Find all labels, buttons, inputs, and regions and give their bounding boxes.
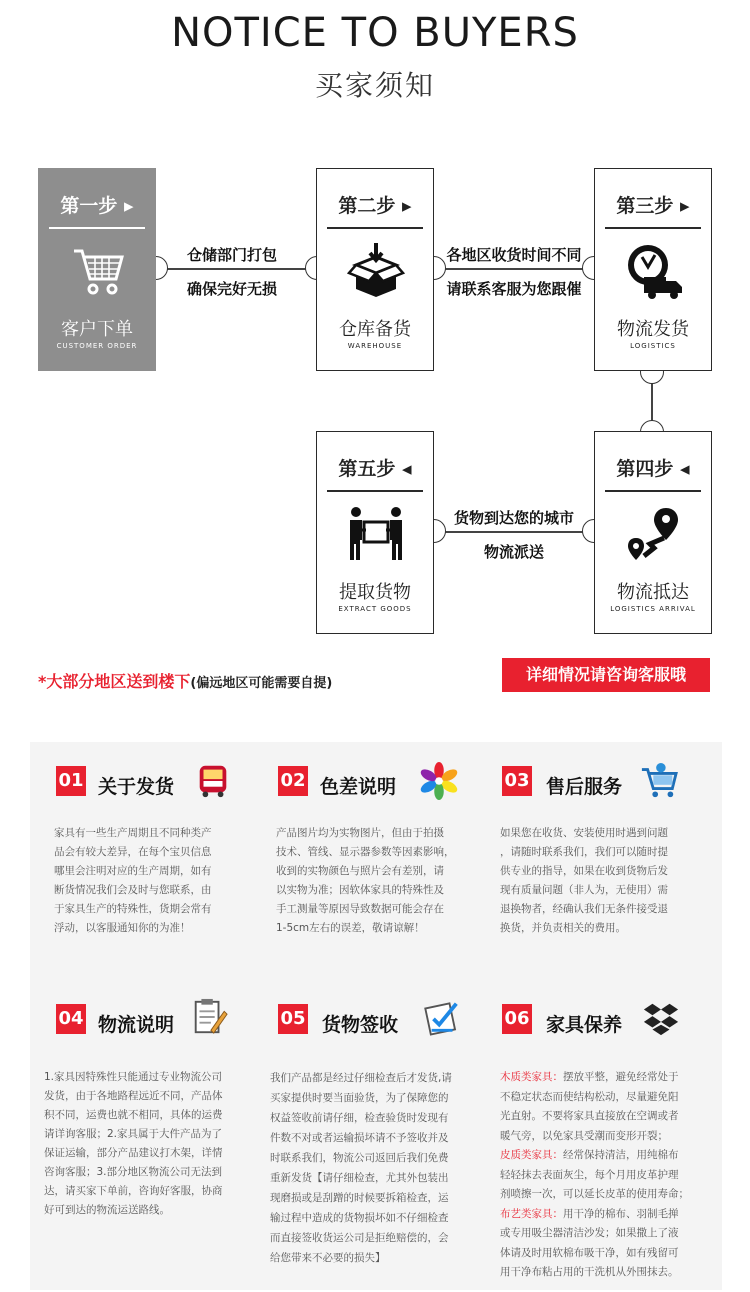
step-name: 第二步 ▸	[338, 195, 412, 217]
section-number: 01	[56, 766, 86, 796]
delivery-truck-icon	[194, 762, 232, 800]
delivery-note-main: *大部分地区送到楼下	[38, 672, 191, 691]
connector-line-2-3	[434, 268, 594, 270]
section-body: 如果您在收货、安装使用时遇到问题 ，请随时联系我们，我们可以随时提 供专业的指导，如果在收到货物后发 现有质量问题（非人为，无使用）需 退换物者，经确认我们无条件接受退 换货，并负责相关的费用。	[500, 827, 668, 934]
step-2	[316, 168, 434, 371]
carry-box-icon	[346, 504, 406, 564]
connector-text: 货物到达您的城市	[453, 509, 574, 527]
step-label: 物流发货	[617, 319, 689, 340]
color-wheel-icon	[420, 762, 458, 800]
title-cn: 买家须知	[314, 69, 435, 102]
consult-badge: 详细情况请咨询客服哦	[502, 658, 710, 692]
clipboard-pen-icon	[190, 998, 228, 1036]
section-body: 家具有一些生产周期且不同种类产 品会有较大差异，在每个宝贝信息 哪里会注明对应的生产周期，如有 断货情况我们会及时与您联系，由 于家具生产的特殊性，货期会常有 浮动，以客服通知你的为准！	[54, 827, 212, 934]
section-number: 04	[56, 1004, 86, 1034]
section-number: 06	[502, 1004, 532, 1034]
info-panel	[30, 742, 722, 1290]
divider	[327, 227, 423, 229]
box-icon	[346, 241, 406, 301]
connector-line-4-5	[434, 531, 594, 533]
divider	[49, 227, 145, 229]
cart-icon	[68, 241, 128, 301]
step-label: 提取货物	[339, 582, 411, 603]
section-title: 家具保养	[546, 1014, 623, 1036]
step-1	[38, 168, 156, 371]
connector-text: 物流派送	[483, 543, 544, 561]
section-number: 02	[278, 766, 308, 796]
step-3	[594, 168, 712, 371]
step-name: 第四步 ◂	[616, 458, 690, 480]
truck-clock-icon	[624, 241, 684, 301]
dropbox-icon	[642, 1000, 680, 1038]
title-en: NOTICE TO BUYERS	[171, 10, 579, 56]
step-name: 第一步 ▸	[60, 195, 134, 217]
step-4	[594, 431, 712, 634]
checklist-icon	[424, 998, 462, 1036]
section-title: 货物签收	[322, 1014, 399, 1036]
service-cart-icon	[640, 762, 678, 800]
delivery-note	[38, 669, 332, 692]
section-title: 售后服务	[546, 776, 623, 798]
connector-text: 各地区收货时间不同	[446, 246, 582, 264]
section-number: 03	[502, 766, 532, 796]
delivery-note-small: (偏远地区可能需要自提)	[190, 676, 333, 691]
step-label: 仓库备货	[339, 319, 411, 340]
step-label-en: LOGISTICS	[630, 342, 676, 350]
section-title: 物流说明	[98, 1014, 175, 1036]
step-5	[316, 431, 434, 634]
divider	[605, 490, 701, 492]
connector-text: 确保完好无损	[186, 280, 277, 298]
step-name: 第三步 ▸	[616, 195, 690, 217]
step-label: 物流抵达	[617, 582, 689, 603]
section-number: 05	[278, 1004, 308, 1034]
step-label-en: WAREHOUSE	[347, 342, 403, 350]
divider	[605, 227, 701, 229]
location-pin-icon	[624, 504, 684, 564]
section-body: 我们产品都是经过仔细检查后才发货,请 买家提供时要当面验货，为了保障您的 权益签收前请仔细，检查验货时发现有 件数不对或者运输损坏请不予签收并及 时联系我们，物流公司返回后我们免费 重新发货【请仔细检查，尤其外包装出 现磨损或是刮蹭的时候要拆箱检查，运 输过程中造成的货物损坏如不仔细检查 而直接签收货运公司是拒绝赔偿的，会 给您带来不必要的损失】	[270, 1072, 452, 1264]
step-name: 第五步 ◂	[338, 458, 412, 480]
connector-text: 请联系客服为您跟催	[446, 280, 582, 298]
section-title: 色差说明	[320, 776, 397, 798]
connector-line-1-2	[156, 268, 316, 270]
step-label-en: CUSTOMER ORDER	[56, 342, 138, 350]
divider	[327, 490, 423, 492]
step-label-en: EXTRACT GOODS	[338, 605, 412, 613]
section-body: 1.家具因特殊性只能通过专业物流公司 发货，由于各地路程远近不同，产品体 积不同，运费也就不相同，具体的运费 请详询客服；2.家具属于大件产品为了 保证运输，部分产品建议打木架，详情 咨询客服；3.部分地区物流公司无法到 达，请买家下单前，咨询好客服，协商 好可到达的物流运送路线。	[44, 1071, 223, 1216]
step-label: 客户下单	[61, 319, 133, 340]
connector-text: 仓储部门打包	[186, 246, 277, 264]
section-body: 产品图片均为实物图片，但由于拍摄 技术、管线、显示器参数等因素影响， 收到的实物颜色与照片会有差别，请 以实物为准；因软体家具的特殊性及 手工测量等原因导致数据可能会存在 1-5cm左右的误差，敬请谅解！	[276, 827, 455, 934]
section-body: 木质类家具：摆放平整，避免经常处于 不稳定状态而使结构松动，尽量避免阳 光直射。不要将家具直接放在空调或者 暖气旁，以免家具受潮而变形开裂； 皮质类家具：经常保持清洁，用纯棉布 轻轻抹去表面灰尘，每个月用皮革护理 剂喷擦一次，可以延长皮革的使用寿命； 布艺类家具：用干净的棉布、羽制毛掸 或专用吸尘器清洁沙发；如果撒上了液 体请及时用软棉布吸干净，如有残留可 用干净布粘占用的干洗机从外围抹去。	[500, 1071, 689, 1278]
step-label-en: LOGISTICS ARRIVAL	[610, 605, 696, 613]
section-title: 关于发货	[98, 776, 175, 798]
